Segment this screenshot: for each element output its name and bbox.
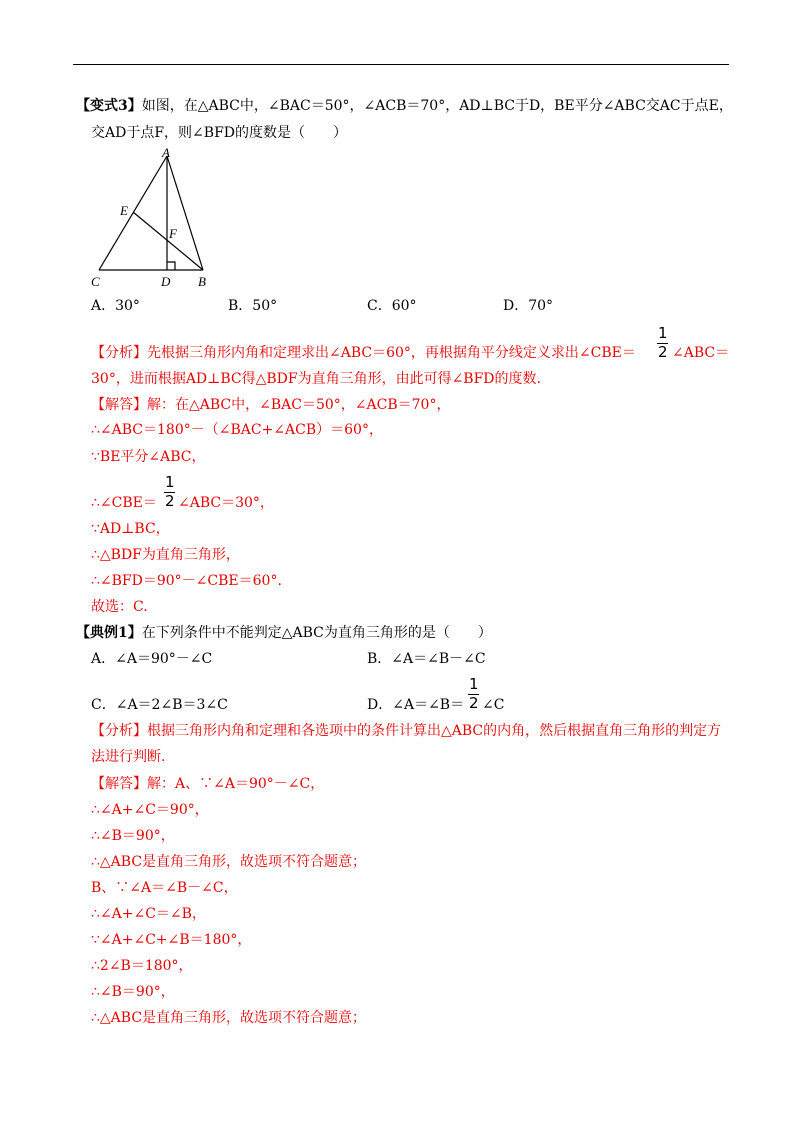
variant3-analysis-line1: 【分析】先根据三角形内角和定理求出∠ABC＝60°，再根据角平分线定义求出∠CBE＝: [91, 345, 636, 361]
example1-option-d-a: D．∠A＝∠B＝: [367, 697, 465, 713]
analysis-frac-den: 2: [658, 343, 668, 361]
triangle-figure: [85, 144, 220, 292]
option-d-frac-den: 2: [469, 694, 479, 712]
variant3-solution-line8: 故选：C.: [91, 599, 148, 615]
variant3-solution-line7: ∴∠BFD＝90°－∠CBE＝60°.: [91, 573, 282, 589]
analysis-tag: 【分析】: [91, 345, 147, 361]
side-ac: [99, 156, 167, 270]
example1-option-c: C．∠A＝2∠B＝3∠C: [91, 697, 228, 713]
example1-solution-tag: 【解答】: [91, 776, 147, 792]
solution-frac-num: 1: [165, 473, 175, 491]
example1-analysis-tag: 【分析】: [91, 723, 147, 739]
example1-solution-line8: ∴2∠B＝180°，: [91, 958, 193, 974]
example1-solution-line6: ∴∠A+∠C＝∠B，: [91, 906, 206, 922]
side-ab: [167, 156, 203, 270]
variant3-solution-line2: ∴∠ABC＝180°－（∠BAC+∠ACB）＝60°，: [91, 422, 383, 438]
analysis-frac-num: 1: [658, 324, 668, 342]
variant3-solution-line4a: ∴∠CBE＝: [91, 495, 157, 511]
variant3-analysis-line1b: ∠ABC＝: [672, 345, 730, 361]
variant3-solution-line5: ∵AD⊥BC，: [91, 521, 170, 537]
variant3-solution-line6: ∴△BDF为直角三角形，: [91, 547, 240, 563]
variant3-line1: 【变式3】如图，在△ABC中，∠BAC＝50°，∠ACB＝70°，AD⊥BC于D，BE平分∠ABC交AC于点E，: [76, 98, 733, 114]
bisector-be: [133, 212, 203, 270]
example1-solution-line3: ∴∠B＝90°，: [91, 828, 175, 844]
example1-solution-line9: ∴∠B＝90°，: [91, 984, 175, 1000]
variant3-solution-line4b: ∠ABC＝30°，: [178, 495, 274, 511]
example1-question: 【典例1】在下列条件中不能判定△ABC为直角三角形的是（ ）: [76, 625, 492, 641]
right-angle-mark: [167, 262, 175, 270]
example1-analysis-line2: 法进行判断.: [91, 749, 166, 765]
example1-analysis-line1: 【分析】根据三角形内角和定理和各选项中的条件计算出△ABC的内角，然后根据直角三角形的判定方: [91, 723, 722, 739]
example1-solution-line1: 【解答】解：A、∵∠A＝90°－∠C，: [91, 776, 325, 792]
variant3-solution-line3: ∵BE平分∠ABC，: [91, 449, 206, 465]
example1-solution-line4: ∴△ABC是直角三角形，故选项不符合题意；: [91, 854, 367, 870]
example1-option-d-b: ∠C: [482, 697, 505, 713]
variant3-option-b: B．50°: [228, 298, 278, 314]
option-d-frac-num: 1: [469, 675, 479, 693]
variant3-analysis-line2: 30°，进而根据AD⊥BC得△BDF为直角三角形，由此可得∠BFD的度数.: [91, 371, 541, 387]
example1-solution-line5: B、∵∠A＝∠B－∠C，: [91, 880, 238, 896]
example1-solution-line10: ∴△ABC是直角三角形，故选项不符合题意；: [91, 1010, 367, 1026]
label-f: F: [169, 226, 177, 241]
variant3-option-c: C．60°: [367, 298, 417, 314]
example1-solution-line7: ∵∠A+∠C+∠B＝180°，: [91, 932, 252, 948]
example1-solution-line2: ∴∠A+∠C＝90°，: [91, 802, 209, 818]
label-d: D: [161, 274, 171, 289]
header-rule: [73, 64, 729, 65]
label-e: E: [120, 203, 128, 218]
solution-frac-den: 2: [165, 492, 175, 510]
variant3-tag: 【变式3】: [76, 98, 142, 114]
variant3-option-d: D．70°: [503, 298, 554, 314]
variant3-option-a: A．30°: [91, 298, 140, 314]
example1-option-b: B．∠A＝∠B－∠C: [367, 651, 486, 667]
example1-tag: 【典例1】: [76, 625, 142, 641]
label-a: A: [162, 145, 170, 160]
label-c: C: [91, 274, 100, 289]
solution-tag: 【解答】: [91, 397, 147, 413]
variant3-solution-line1: 【解答】解：在△ABC中，∠BAC＝50°，∠ACB＝70°，: [91, 397, 451, 413]
variant3-line2: 交AD于点F，则∠BFD的度数是（ ）: [91, 125, 348, 141]
label-b: B: [198, 274, 206, 289]
example1-option-a: A．∠A＝90°－∠C: [91, 651, 213, 667]
